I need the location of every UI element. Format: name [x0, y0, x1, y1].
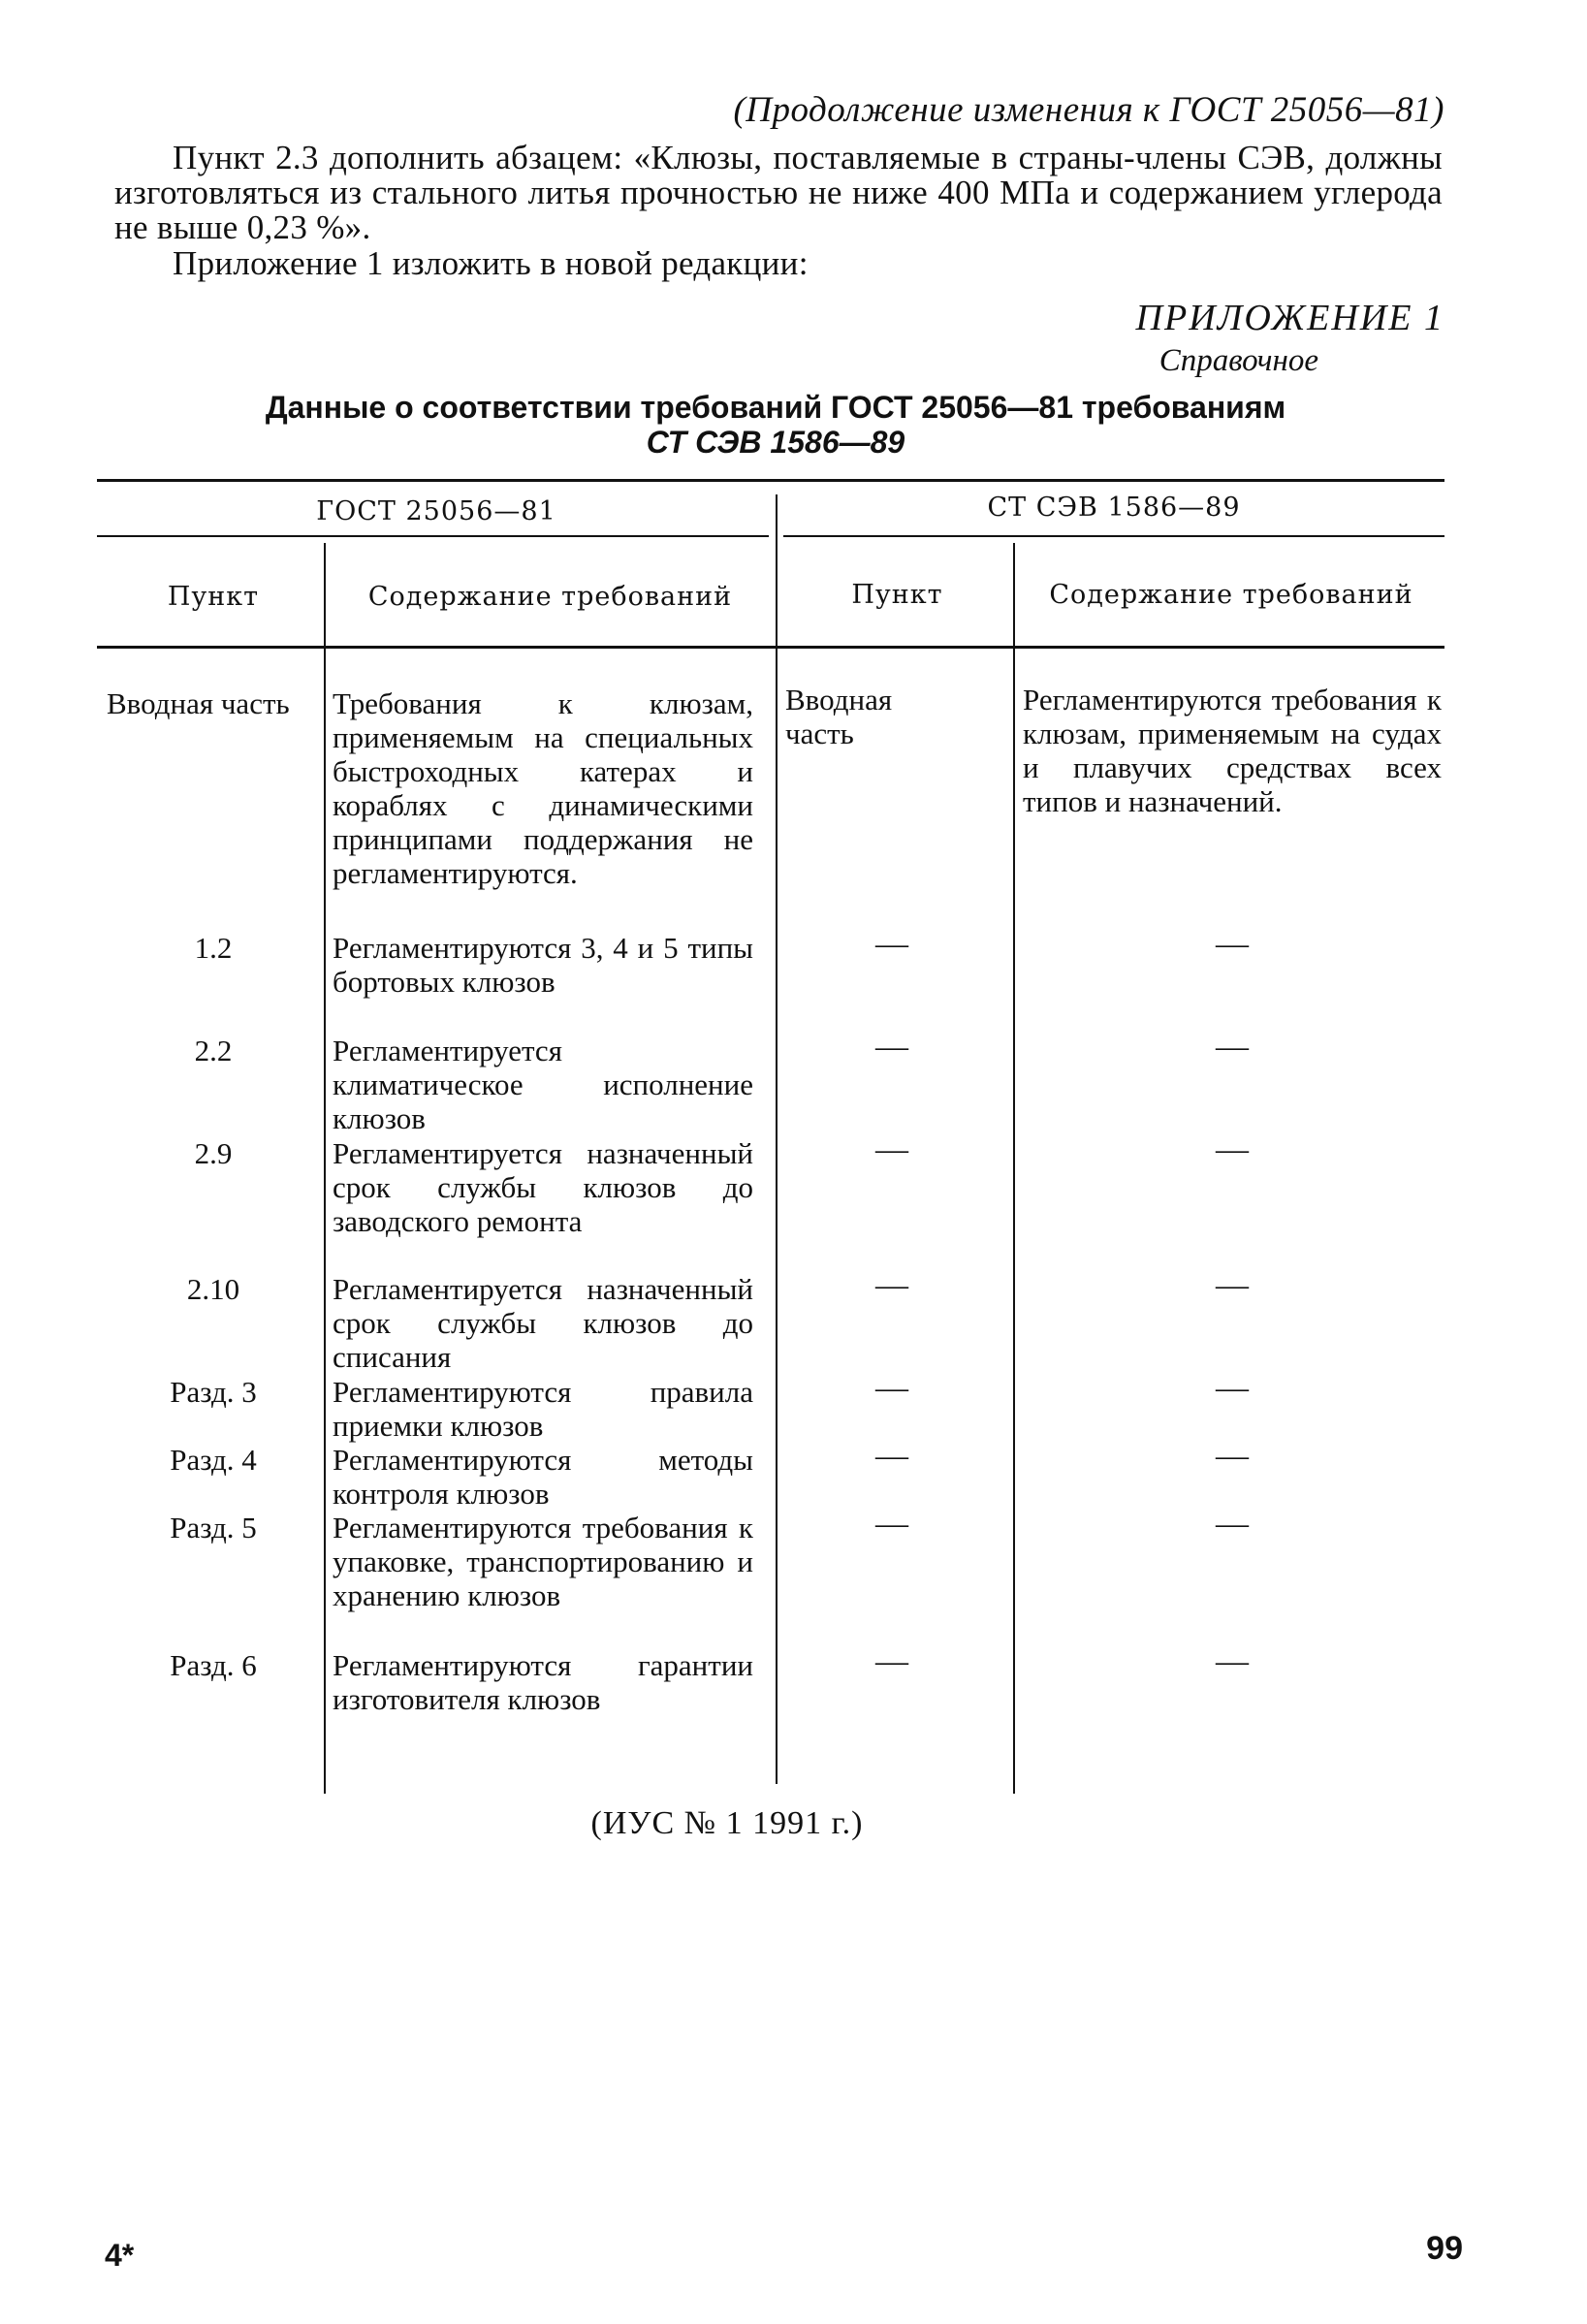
row-2-10-sev-point: —	[875, 1267, 908, 1303]
table-subheader-rule-left	[97, 535, 769, 537]
appendix-title: ПРИЛОЖЕНИЕ 1	[1135, 298, 1444, 338]
row-sec-5-gost-content: Регламентируются требования к упаковке, транспортированию и хранению клюзов	[333, 1511, 753, 1612]
row-sec-4-gost-point: Разд. 4	[170, 1443, 257, 1477]
row-sec-3-gost-content: Регламентируются правила приемки клюзов	[333, 1375, 753, 1443]
row-intro-gost-content: Требования к клюзам, применяемым на специальных быстроходных катерах и кораблях с динамическими принципами поддержания не регламентируются.	[333, 686, 753, 890]
table-title-line1: Данные о соответствии требований ГОСТ 25056—81 требованиям	[265, 390, 1286, 425]
row-1-2-sev-point: —	[875, 926, 908, 962]
row-intro-gost-point: Вводная часть	[107, 686, 290, 720]
table-subheader-rule-right	[783, 535, 1444, 537]
row-2-2-sev-content: —	[1216, 1029, 1249, 1065]
row-sec-4-sev-point: —	[875, 1438, 908, 1474]
table-title-line2: СТ СЭВ 1586—89	[646, 425, 905, 460]
row-sec-5-gost-point: Разд. 5	[170, 1511, 257, 1544]
paragraph-amendment	[114, 141, 1443, 245]
header-sev-point: Пункт	[851, 580, 943, 610]
row-intro-sev-content: Регламентируются требования к клюзам, применяемым на судах и плавучих средствах всех типов и назначений.	[1023, 683, 1442, 818]
table-col-divider-right	[1013, 543, 1015, 1794]
table-col-divider-left	[324, 543, 326, 1794]
row-sec-3-sev-point: —	[875, 1370, 908, 1406]
row-sec-6-gost-point: Разд. 6	[170, 1648, 257, 1682]
header-sev: СТ СЭВ 1586—89	[987, 493, 1241, 523]
row-2-9-sev-content: —	[1216, 1131, 1249, 1167]
row-sec-4-sev-content: —	[1216, 1438, 1249, 1474]
header-gost: ГОСТ 25056—81	[316, 496, 556, 526]
row-2-2-gost-point: 2.2	[194, 1034, 233, 1067]
row-sec-5-sev-point: —	[875, 1506, 908, 1542]
paragraph-appendix-note	[114, 246, 1443, 281]
row-2-2-gost-content: Регламентируется климатическое исполнение клюзов	[333, 1034, 753, 1135]
source-note: (ИУС № 1 1991 г.)	[590, 1805, 864, 1841]
page-number: 99	[1426, 2230, 1463, 2267]
paragraph-appendix-note-text: Приложение 1 изложить в новой редакции:	[173, 244, 809, 282]
row-1-2-gost-content: Регламентируются 3, 4 и 5 типы бортовых клюзов	[333, 931, 753, 999]
table-header-bottom-rule	[97, 646, 1444, 649]
paragraph-amendment-text: Пункт 2.3 дополнить абзацем: «Клюзы, поставляемые в страны-члены СЭВ, должны изготовляться из стального литья прочностью не ниже 400 МПа и содержанием углерода не выше 0,23 %».	[114, 139, 1443, 246]
row-2-9-gost-content: Регламентируется назначенный срок службы клюзов до заводского ремонта	[333, 1136, 753, 1238]
row-2-10-gost-content: Регламентируется назначенный срок службы клюзов до списания	[333, 1272, 753, 1374]
row-sec-3-sev-content: —	[1216, 1370, 1249, 1406]
row-2-9-gost-point: 2.9	[194, 1136, 233, 1170]
continuation-header: (Продолжение изменения к ГОСТ 25056—81)	[733, 90, 1444, 130]
row-sec-6-gost-content: Регламентируются гарантии изготовителя клюзов	[333, 1648, 753, 1716]
row-2-10-gost-point: 2.10	[186, 1272, 240, 1306]
appendix-heading	[969, 297, 1444, 379]
row-intro-sev-point: Вводная часть	[785, 683, 893, 750]
row-2-9-sev-point: —	[875, 1131, 908, 1167]
row-sec-4-gost-content: Регламентируются методы контроля клюзов	[333, 1443, 753, 1511]
header-gost-content: Содержание требований	[367, 582, 733, 612]
appendix-subtitle: Справочное	[1159, 343, 1318, 378]
header-gost-point: Пункт	[167, 582, 260, 612]
row-sec-6-sev-point: —	[875, 1643, 908, 1679]
row-2-10-sev-content: —	[1216, 1267, 1249, 1303]
table-group-divider	[776, 494, 778, 1784]
table-top-rule	[97, 479, 1444, 482]
row-sec-6-sev-content: —	[1216, 1643, 1249, 1679]
header-sev-content: Содержание требований	[1049, 580, 1413, 610]
row-2-2-sev-point: —	[875, 1029, 908, 1065]
signature-mark: 4*	[105, 2238, 135, 2273]
row-1-2-sev-content: —	[1216, 926, 1249, 962]
row-sec-3-gost-point: Разд. 3	[170, 1375, 257, 1409]
table-title	[194, 390, 1357, 460]
row-sec-5-sev-content: —	[1216, 1506, 1249, 1542]
row-1-2-gost-point: 1.2	[194, 931, 233, 965]
